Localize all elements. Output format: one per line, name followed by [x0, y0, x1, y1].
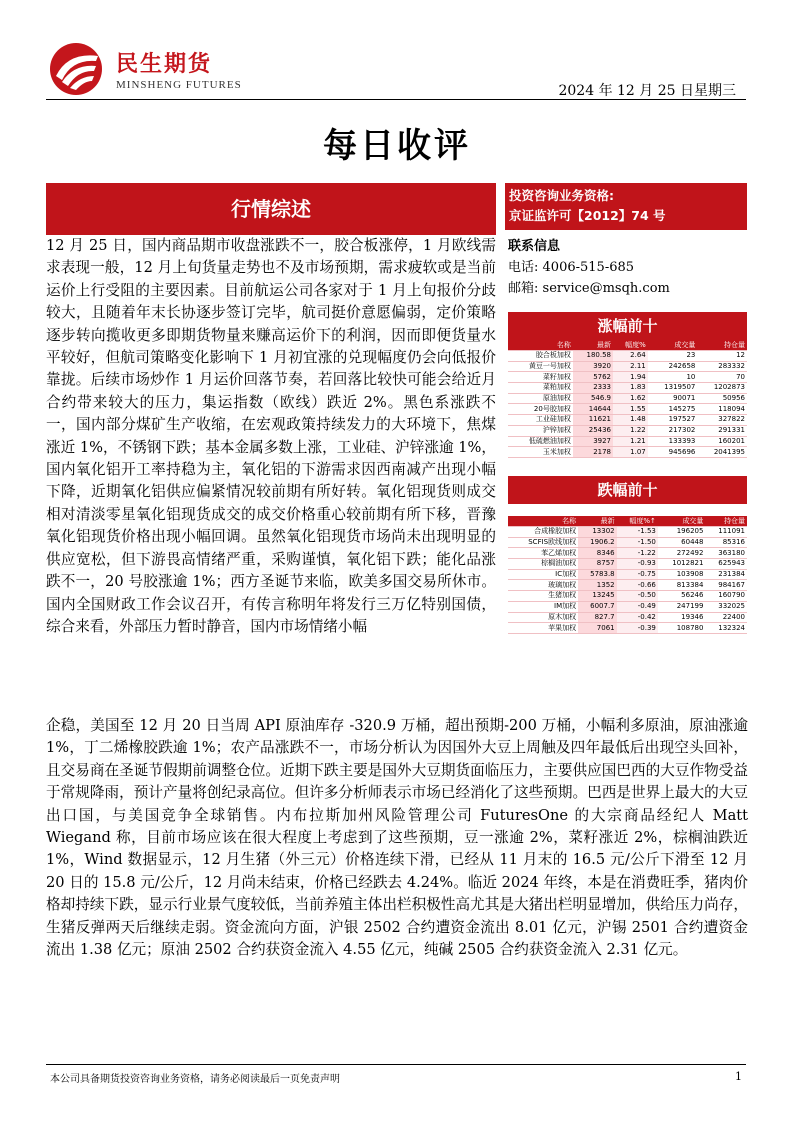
table-row — [508, 580, 747, 591]
table-row — [508, 436, 747, 447]
header-divider — [46, 99, 746, 100]
table-cell: 13302 — [578, 527, 617, 538]
table-cell: -0.93 — [617, 559, 658, 570]
table-cell: 工业硅加权 — [535, 415, 571, 424]
table-cell: 8346 — [578, 548, 617, 559]
table-cell: 1.22 — [613, 425, 648, 436]
table-cell: 生猪加权 — [548, 591, 577, 600]
page-number: 1 — [735, 1070, 742, 1083]
column-header: 幅度%↑ — [617, 516, 658, 527]
table-cell: 1.07 — [613, 447, 648, 458]
table-row — [508, 447, 747, 458]
table-row — [508, 527, 747, 538]
table-cell: -1.53 — [617, 527, 658, 538]
phone-number: 4006-515-685 — [542, 260, 635, 275]
table-cell: 108780 — [676, 623, 704, 632]
table-cell: 1.21 — [613, 436, 648, 447]
table-cell: 1352 — [578, 580, 617, 591]
table-cell: 7061 — [578, 623, 617, 634]
table-cell: 118094 — [718, 404, 745, 413]
column-header: 成交量 — [648, 340, 698, 351]
table-cell: 85316 — [722, 538, 745, 547]
table-cell: 813384 — [676, 580, 704, 589]
table-cell: 70 — [736, 372, 745, 381]
table-cell: 25436 — [573, 425, 613, 436]
table-cell: -1.22 — [617, 548, 658, 559]
table-cell: 546.9 — [573, 393, 613, 404]
table-cell: 苯乙烯加权 — [541, 548, 577, 557]
table-header-row — [508, 516, 747, 527]
table-cell: 1.94 — [613, 372, 648, 383]
table-cell: 272492 — [676, 548, 704, 557]
table-cell: 1.55 — [613, 404, 648, 415]
page-title: 每日收评 — [323, 126, 471, 166]
table-cell: 132324 — [718, 623, 745, 632]
table-cell: 1.83 — [613, 383, 648, 394]
table-cell: 20号胶加权 — [533, 404, 571, 413]
column-header: 最新 — [578, 516, 617, 527]
table-cell: 2178 — [573, 447, 613, 458]
table-row — [508, 425, 747, 436]
qualification-box — [505, 183, 747, 230]
table-cell: 3927 — [573, 436, 613, 447]
table-cell: 332025 — [718, 602, 745, 611]
table-cell: 原木加权 — [548, 612, 577, 621]
table-cell: -1.50 — [617, 537, 658, 548]
footer-divider — [46, 1064, 746, 1065]
table-cell: 2.64 — [613, 351, 648, 362]
table-cell: 23 — [686, 351, 696, 360]
table-cell: 283332 — [718, 362, 745, 371]
table-cell: IC加权 — [555, 570, 577, 579]
contact-phone — [508, 257, 670, 278]
table-cell: -0.75 — [617, 569, 658, 580]
losers-title: 跌幅前十 — [508, 476, 747, 504]
commentary-body-narrow — [46, 235, 496, 638]
minsheng-logo-icon — [46, 42, 108, 96]
table-header-row — [508, 340, 747, 351]
table-cell: 2041395 — [713, 447, 745, 456]
table-row — [508, 383, 747, 394]
table-cell: 160790 — [718, 591, 745, 600]
table-cell: 19346 — [681, 612, 704, 621]
table-cell: 12 — [736, 351, 745, 360]
footer-disclaimer: 本公司具备期货投资咨询业务资格，请务必阅读最后一页免责声明 — [50, 1074, 340, 1085]
commentary-paragraph-2: 企稳，美国至 12 月 20 日当周 API 原油库存 -320.9 万桶，超出预期-200 万桶，小幅利多原油，原油涨逾 1%，丁二烯橡胶跌逾 1%；农产品涨跌不一，市场分析认为因国外大豆上周触及四年最低后出现空头回补，且交易商在圣诞节假期前调整仓位。近期下跌主要是国外大豆期货面临压力，主要供应国巴西的大豆作物受益于常规降雨，预计产量将创纪录高位。但许多分析师表示市场已经消化了这些预期。巴西是世界上最大的大豆出口国，与美国竞争全球销售。内布拉斯加州风险管理公司 FuturesOne 的大宗商品经纪人 Matt Wiegand 称，目前市场应该在很大程度上考虑到了这些预期，豆一涨逾 2%，菜籽涨近 2%，棕榈油跌近 1%，Wind 数据显示，12 月生猪（外三元）价格连续下滑，已经从 11 月末的 16.5 元/公斤下滑至 12 月 20 日的 15.8 元/公斤，12 月尚未结束，价格已经跌去 4.24%。临近 2024 年终，本是在消费旺季，猪肉价格却持续下跌，显示行业景气度较低，当前养殖主体出栏积极性高尤其是大猪出栏明显增加，供给压力尚存，生猪反弹两天后继续走弱。资金流向方面，沪银 2502 合约遭资金流出 8.01 亿元，沪锡 2501 合约遭资金流出 1.38 亿元；原油 2502 合约获资金流入 4.55 亿元，纯碱 2505 合约获资金流入 2.31 亿元。 — [46, 717, 748, 959]
gainers-title: 涨幅前十 — [508, 312, 747, 340]
table-cell: 60448 — [681, 538, 704, 547]
table-row — [508, 404, 747, 415]
table-cell: 50956 — [722, 394, 745, 403]
table-cell: 196205 — [676, 527, 704, 536]
table-cell: 6007.7 — [578, 601, 617, 612]
table-cell: 玉米加权 — [542, 447, 571, 456]
table-cell: SCFIS欧线加权 — [528, 538, 577, 547]
column-header: 幅度% — [613, 340, 648, 351]
table-cell: 5783.8 — [578, 569, 617, 580]
table-cell: 3920 — [573, 361, 613, 372]
table-cell: 231384 — [718, 570, 745, 579]
table-cell: IM加权 — [554, 602, 577, 611]
table-cell: 160201 — [718, 436, 745, 445]
commentary-body-wide — [46, 715, 748, 961]
table-cell: 247199 — [676, 602, 704, 611]
qualification-line-2: 京证监许可【2012】74 号 — [509, 208, 666, 223]
table-cell: 5762 — [573, 372, 613, 383]
table-cell: 8757 — [578, 559, 617, 570]
section-heading: 行情综述 — [46, 183, 496, 235]
table-cell: 197527 — [668, 415, 696, 424]
column-header: 持仓量 — [705, 516, 747, 527]
report-date: 2024 年 12 月 25 日星期三 — [558, 83, 736, 99]
table-row — [508, 591, 747, 602]
table-cell: -0.39 — [617, 623, 658, 634]
qualification-line-1: 投资咨询业务资格: — [509, 188, 614, 203]
table-cell: 2333 — [573, 383, 613, 394]
column-header: 持仓量 — [697, 340, 747, 351]
table-cell: 625943 — [718, 559, 745, 568]
table-row — [508, 559, 747, 570]
table-cell: 1319507 — [664, 383, 696, 392]
table-row — [508, 372, 747, 383]
table-cell: 103908 — [676, 570, 704, 579]
table-cell: 1906.2 — [578, 537, 617, 548]
table-cell: 1202873 — [713, 383, 745, 392]
table-cell: 14644 — [573, 404, 613, 415]
table-cell: 原油加权 — [542, 394, 571, 403]
table-cell: -0.42 — [617, 612, 658, 623]
table-row — [508, 623, 747, 634]
table-cell: 沪锌加权 — [542, 426, 571, 435]
table-cell: 合成橡胶加权 — [534, 527, 577, 536]
table-cell: 1.62 — [613, 393, 648, 404]
table-cell: 145275 — [668, 404, 696, 413]
losers-table — [508, 516, 747, 634]
table-cell: 111091 — [718, 527, 745, 536]
table-row — [508, 351, 747, 362]
table-cell: 棕榈油加权 — [541, 559, 577, 568]
table-cell: 133393 — [668, 436, 696, 445]
table-cell: 苹果加权 — [548, 623, 577, 632]
table-row — [508, 537, 747, 548]
table-cell: 945696 — [668, 447, 696, 456]
column-header: 名称 — [508, 516, 578, 527]
table-row — [508, 569, 747, 580]
table-cell: 菜粕加权 — [542, 383, 571, 392]
brand-name-en: MINSHENG FUTURES — [116, 79, 242, 91]
table-cell: -0.66 — [617, 580, 658, 591]
contact-email — [508, 278, 670, 299]
table-cell: 2.11 — [613, 361, 648, 372]
gainers-table — [508, 340, 747, 458]
table-cell: 56246 — [681, 591, 704, 600]
column-header: 成交量 — [658, 516, 706, 527]
column-header: 名称 — [508, 340, 573, 351]
table-cell: 13245 — [578, 591, 617, 602]
table-row — [508, 361, 747, 372]
table-cell: 胶合板加权 — [535, 351, 571, 360]
commentary-paragraph-1: 12 月 25 日，国内商品期市收盘涨跌不一，胶合板涨停，1 月欧线需求表现一般，12 月上旬货量走势也不及市场预期，需求疲软或是当前运价上行受阻的主要因素。目前航运公司各家对于 1 月上旬报价分歧较大，且随着年末长协逐步签订完毕，航司挺价意愿偏弱，定价策略逐步转向揽收更多即期货物量来赚高运价下的利润，因而即便货量水平较好，但航司策略变化影响下 1 月初宜涨的兑现幅度仍会向低报价靠拢。后续市场炒作 1 月运价回落节奏，若回落比较快可能会给近月合约带来较大的压力，集运指数（欧线）跌近 2%。黑色系涨跌不一，国内部分煤矿生产收缩，在宏观政策持续发力的大环境下，焦煤涨近 1%，不锈钢下跌；基本金属多数上涨，工业硅、沪锌涨逾 1%，国内氧化铝开工率持稳为主，氧化铝的下游需求因西南减产出现小幅下降，近期氧化铝供应偏紧情况较前期有所好转。氧化铝现货则成交相对清淡零星氧化铝现货成交的成交价格重心较前期有所下移，晋豫氧化铝现货价格出现小幅回调。虽然氧化铝现货市场尚未出现明显的供应宽松，但下游畏高情绪严重，采购谨慎，氧化铝下跌；能化品涨跌不一，20 号胶涨逾 1%；西方圣诞节来临，欧美多国交易所休市。国内全国财政工作会议召开，有传言称明年将发行三万亿特别国债，综合来看，外部压力暂时静音，国内市场情绪小幅 — [46, 237, 496, 635]
contact-info — [508, 236, 670, 299]
table-cell: 984167 — [718, 580, 745, 589]
table-cell: 菜籽加权 — [542, 372, 571, 381]
table-cell: 1012821 — [672, 559, 704, 568]
table-cell: 180.58 — [573, 351, 613, 362]
table-cell: 低硫燃油加权 — [528, 436, 571, 445]
table-cell: 黄豆一号加权 — [528, 362, 571, 371]
table-row — [508, 415, 747, 426]
table-row — [508, 548, 747, 559]
table-cell: -0.50 — [617, 591, 658, 602]
brand-logo — [46, 42, 242, 96]
table-cell: 291331 — [718, 426, 745, 435]
table-cell: 363180 — [718, 548, 745, 557]
table-cell: 327822 — [718, 415, 745, 424]
table-cell: -0.49 — [617, 601, 658, 612]
phone-label: 电话: — [508, 260, 539, 275]
brand-name-cn: 民生期货 — [116, 52, 213, 77]
email-label: 邮箱: — [508, 281, 539, 296]
table-row — [508, 612, 747, 623]
table-cell: 11621 — [573, 415, 613, 426]
column-header: 最新 — [573, 340, 613, 351]
table-row — [508, 601, 747, 612]
table-cell: 10 — [686, 372, 696, 381]
contact-heading: 联系信息 — [508, 239, 561, 254]
table-cell: 玻璃加权 — [548, 580, 577, 589]
table-cell: 90071 — [673, 394, 696, 403]
email-address[interactable]: service@msqh.com — [542, 281, 670, 296]
table-row — [508, 393, 747, 404]
table-cell: 827.7 — [578, 612, 617, 623]
table-cell: 242658 — [668, 362, 696, 371]
table-cell: 1.48 — [613, 415, 648, 426]
table-cell: 217302 — [668, 426, 696, 435]
table-cell: 22400 — [722, 612, 745, 621]
